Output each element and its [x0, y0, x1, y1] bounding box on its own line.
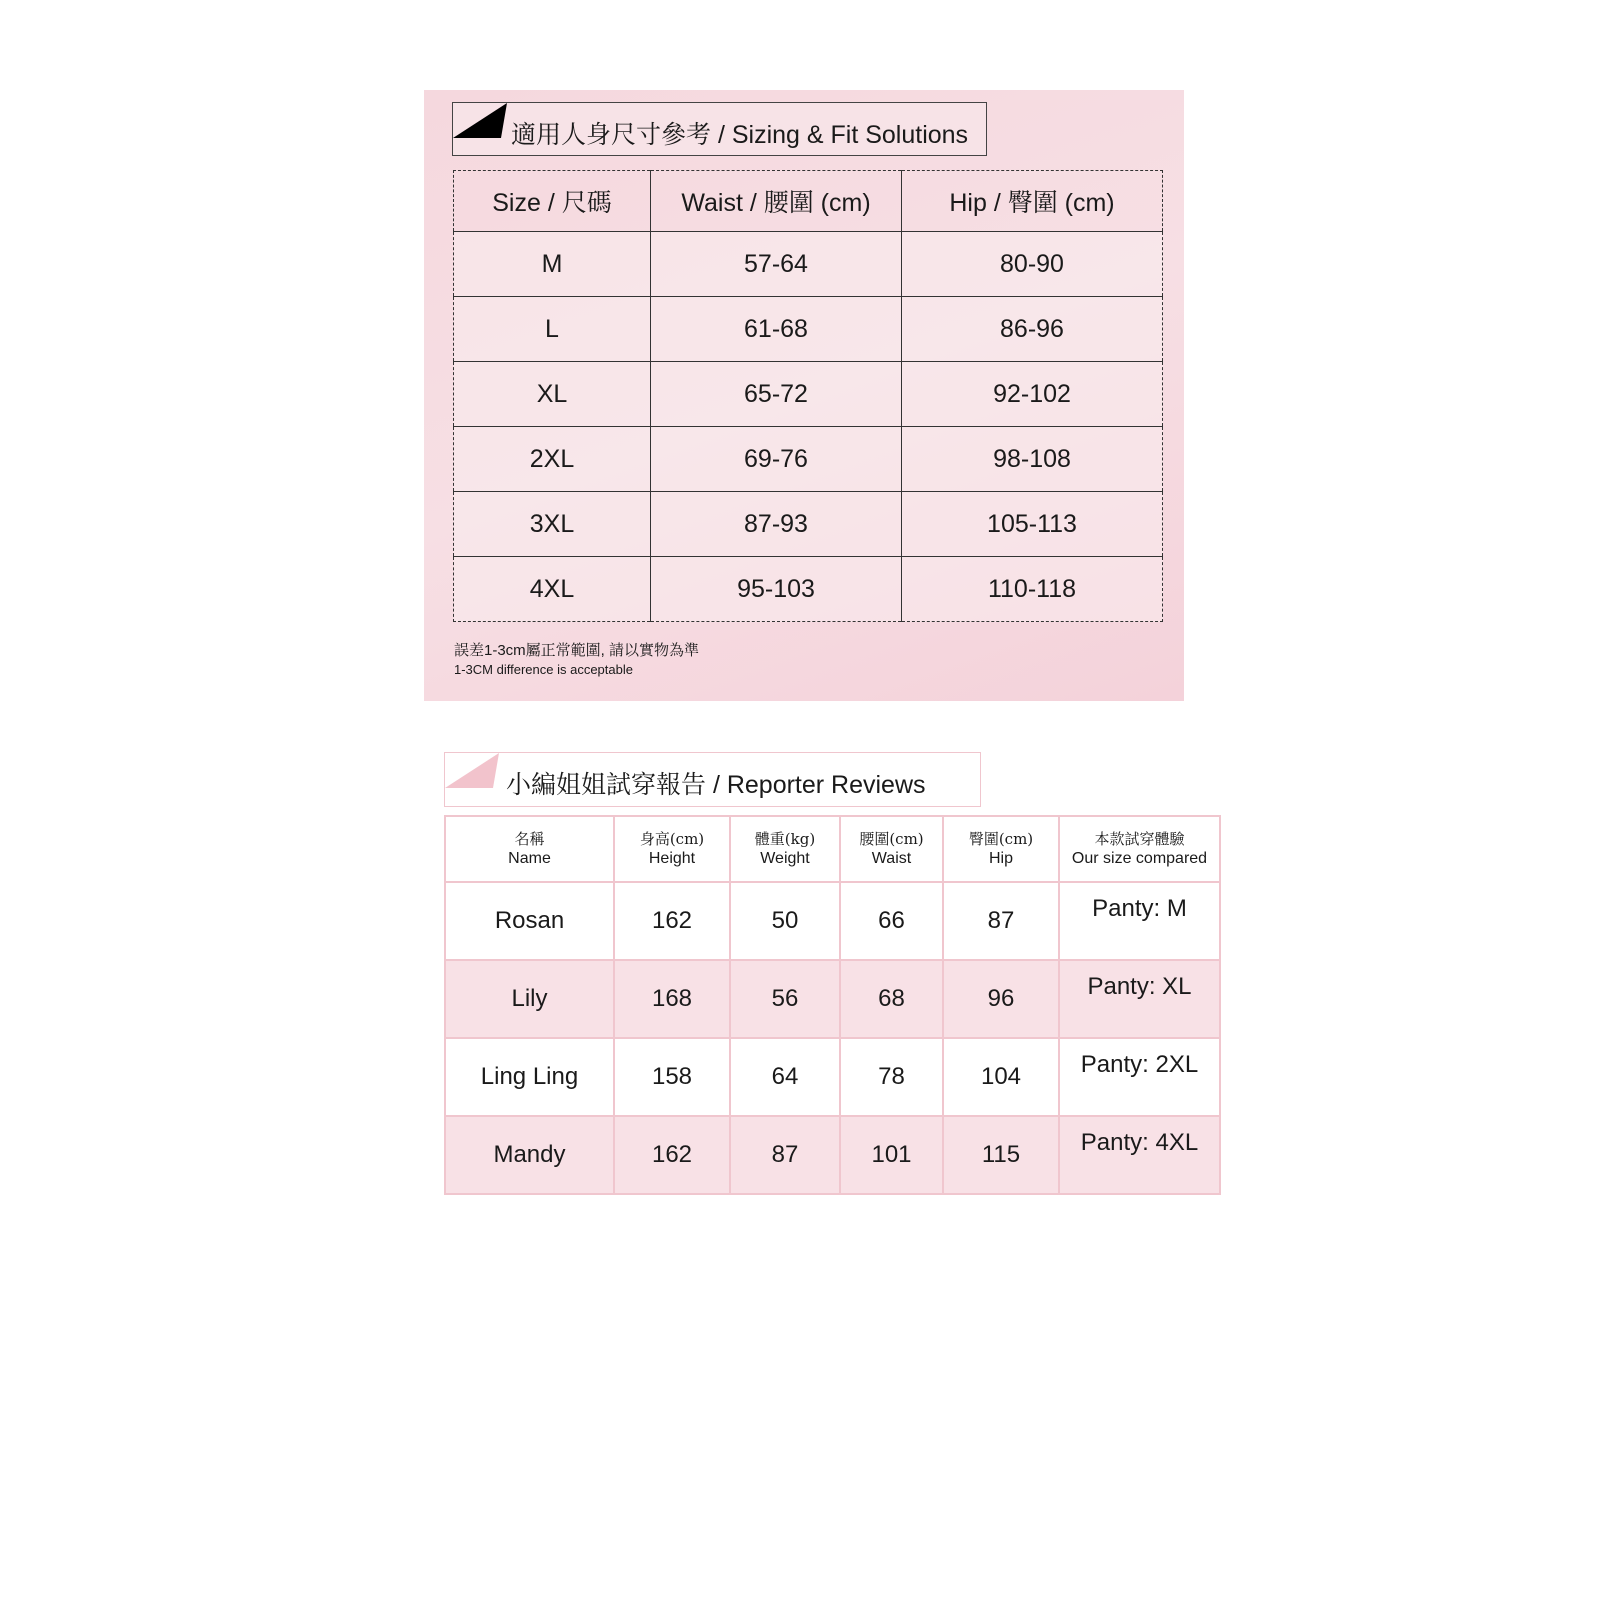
cell-height: 158 — [614, 1038, 730, 1116]
cell-name: Ling Ling — [445, 1038, 614, 1116]
header-weight-zh: 體重(kg) — [754, 830, 816, 848]
cell-waist: 87-93 — [651, 492, 902, 557]
header-size-compared-en: Our size compared — [1071, 850, 1208, 867]
header-size: Size / 尺碼 — [492, 189, 612, 217]
header-height — [614, 816, 730, 882]
header-hip: Hip / 臀圍 (cm) — [902, 171, 1163, 232]
reviews-table — [444, 815, 1221, 1195]
header-waist-en: Waist — [871, 850, 912, 867]
cell-size: 3XL — [454, 492, 651, 557]
table-row — [445, 960, 1220, 1038]
table-row — [454, 557, 1163, 622]
sizing-title: 適用人身尺寸參考 / Sizing & Fit Solutions — [511, 121, 969, 149]
cell-size-result: Panty: M — [1059, 882, 1220, 960]
cell-weight: 50 — [730, 882, 840, 960]
cell-hip: 115 — [943, 1116, 1059, 1194]
header-hip — [943, 816, 1059, 882]
size-chart-header-row — [454, 171, 1163, 232]
cell-hip: 80-90 — [902, 232, 1163, 297]
header-name — [445, 816, 614, 882]
header-size-compared-zh: 本款試穿體驗 — [1094, 830, 1185, 848]
cell-weight: 64 — [730, 1038, 840, 1116]
sizing-chart-panel — [424, 90, 1184, 701]
header-size-compared — [1059, 816, 1220, 882]
cell-size: 4XL — [454, 557, 651, 622]
cell-hip: 92-102 — [902, 362, 1163, 427]
header-waist: Waist / 腰圍 (cm) — [651, 171, 902, 232]
cell-height: 162 — [614, 1116, 730, 1194]
tolerance-note-en: 1-3CM difference is acceptable — [454, 662, 633, 677]
cell-hip: 96 — [943, 960, 1059, 1038]
table-row — [445, 882, 1220, 960]
table-row — [445, 1116, 1220, 1194]
cell-name: Rosan — [445, 882, 614, 960]
sizing-title-box — [452, 102, 987, 156]
cell-waist: 78 — [840, 1038, 943, 1116]
cell-waist: 68 — [840, 960, 943, 1038]
tolerance-note-zh: 誤差1-3cm屬正常範圍, 請以實物為準 — [454, 642, 700, 659]
reviews-title-box — [444, 752, 981, 807]
table-row — [445, 1038, 1220, 1116]
table-row — [454, 362, 1163, 427]
cell-waist: 65-72 — [651, 362, 902, 427]
cell-height: 162 — [614, 882, 730, 960]
cell-size-result: Panty: 2XL — [1059, 1038, 1220, 1116]
cell-name: Mandy — [445, 1116, 614, 1194]
cell-size: M — [454, 232, 651, 297]
cell-height: 168 — [614, 960, 730, 1038]
header-height-zh: 身高(cm) — [639, 830, 705, 848]
cell-waist: 57-64 — [651, 232, 902, 297]
size-chart-table — [453, 170, 1163, 622]
cell-waist: 66 — [840, 882, 943, 960]
table-row — [454, 492, 1163, 557]
cell-hip: 86-96 — [902, 297, 1163, 362]
cell-size: 2XL — [454, 427, 651, 492]
cell-hip: 98-108 — [902, 427, 1163, 492]
header-hip-en: Hip — [988, 850, 1013, 867]
header-weight-en: Weight — [760, 850, 810, 867]
cell-hip: 87 — [943, 882, 1059, 960]
cell-hip: 110-118 — [902, 557, 1163, 622]
reviews-title: 小編姐姐試穿報告 / Reporter Reviews — [506, 771, 926, 799]
cell-waist: 101 — [840, 1116, 943, 1194]
cell-size: XL — [454, 362, 651, 427]
folded-corner-flag-icon — [453, 103, 509, 139]
cell-waist: 95-103 — [651, 557, 902, 622]
cell-weight: 56 — [730, 960, 840, 1038]
cell-size-result: Panty: XL — [1059, 960, 1220, 1038]
cell-name: Lily — [445, 960, 614, 1038]
table-row — [454, 232, 1163, 297]
folded-corner-flag-icon — [445, 753, 501, 789]
header-height-en: Height — [648, 850, 696, 867]
cell-weight: 87 — [730, 1116, 840, 1194]
header-weight — [730, 816, 840, 882]
header-waist-zh: 腰圍(cm) — [859, 830, 924, 848]
cell-waist: 61-68 — [651, 297, 902, 362]
table-row — [454, 297, 1163, 362]
header-hip-zh: 臀圍(cm) — [968, 830, 1034, 848]
reviews-header-row — [445, 816, 1220, 882]
tolerance-note — [454, 641, 699, 679]
header-waist — [840, 816, 943, 882]
header-name-en: Name — [508, 850, 551, 867]
cell-waist: 69-76 — [651, 427, 902, 492]
cell-size: L — [454, 297, 651, 362]
cell-hip: 104 — [943, 1038, 1059, 1116]
table-row — [454, 427, 1163, 492]
cell-size-result: Panty: 4XL — [1059, 1116, 1220, 1194]
cell-hip: 105-113 — [902, 492, 1163, 557]
header-name-zh: 名稱 — [514, 830, 545, 848]
